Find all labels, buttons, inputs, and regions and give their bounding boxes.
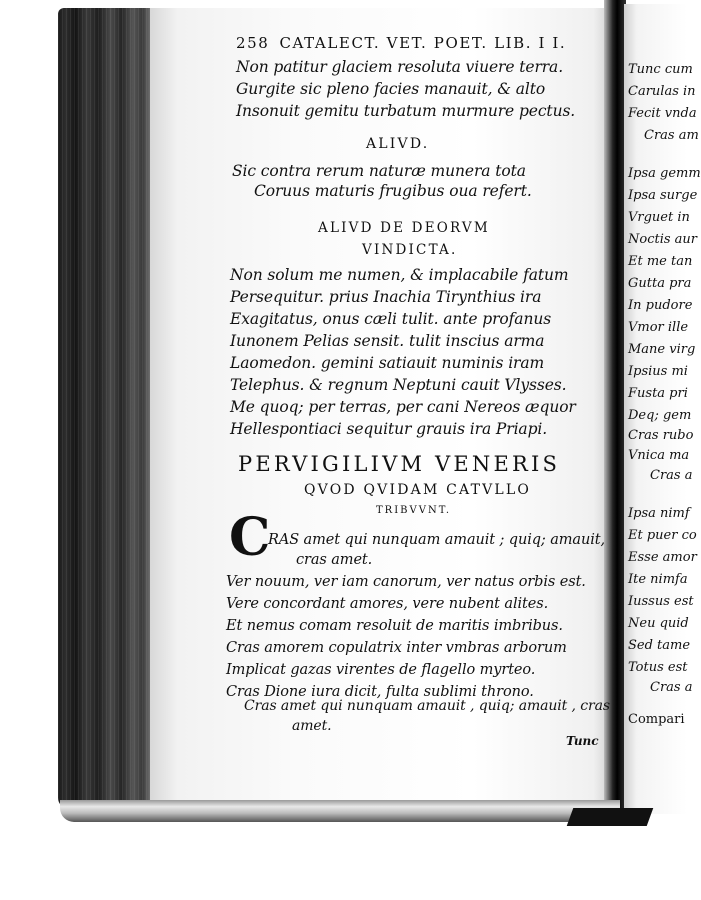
right-page-line: Compari (628, 712, 685, 727)
ribbon-marker (567, 808, 654, 826)
verse-line: Iunonem Pelias sensit. tulit inscius arma (230, 332, 545, 350)
right-page-line: Cras am (644, 128, 699, 143)
verse-line: Vere concordant amores, vere nubent alites. (226, 596, 549, 612)
poem-title: PERVIGILIVM VENERIS (238, 452, 561, 476)
right-page-line: Sed tame (628, 638, 691, 653)
verse-line: Me quoq; per terras, per cani Nereos æquor (230, 398, 576, 416)
verse-line: Laomedon. gemini satiauit numinis iram (230, 354, 545, 372)
right-page-line: Totus est (628, 660, 688, 675)
verse-line: Telephus. & regnum Neptuni cauit Vlysses. (230, 376, 567, 394)
right-page-line: Cras rubo (628, 428, 694, 443)
right-page-line: Ite nimfa (628, 572, 688, 587)
right-page-line: Ipsa nimf (628, 506, 690, 521)
right-page-line: Vmor ille (628, 320, 689, 335)
verse-line: Insonuit gemitu turbatum murmure pectus. (236, 102, 576, 120)
page-number: 258 (236, 34, 270, 52)
right-page-line: Vnica ma (628, 448, 690, 463)
verse-line: Ver nouum, ver iam canorum, ver natus orbis est. (226, 574, 586, 590)
right-page-line: Iussus est (628, 594, 694, 609)
running-header (236, 34, 566, 52)
verse-line: Cras Dione iura dicit, fulta sublimi throno. (226, 684, 534, 700)
refrain-line: Cras amet qui nunquam amauit , quiq; amauit , cras (244, 698, 610, 714)
verse-line: Cras amorem copulatrix inter vmbras arborum (226, 640, 567, 656)
verse-line: Hellespontiaci sequitur grauis ira Priapi. (230, 420, 548, 438)
poem-subtitle-2: TRIBVVNT. (376, 505, 452, 516)
catchword: Tunc (566, 734, 599, 748)
right-page-line: Et puer co (628, 528, 697, 543)
right-page-line: Gutta pra (628, 276, 692, 291)
verse-line: Et nemus comam resoluit de maritis imbribus. (226, 618, 563, 634)
right-page-line: Cras a (650, 468, 693, 483)
right-page-line: Mane virg (628, 342, 696, 357)
poem-subtitle: QVOD QVIDAM CATVLLO (304, 482, 532, 498)
verse-line: cras amet. (296, 552, 373, 568)
verse-line: Sic contra rerum naturæ munera tota (232, 162, 526, 180)
verse-line: Non patitur glaciem resoluta viuere terra. (236, 58, 564, 76)
drop-cap: C (229, 507, 271, 568)
verse-line: Coruus maturis frugibus oua refert. (254, 182, 532, 200)
right-page-line: Noctis aur (628, 232, 698, 247)
right-page-line: Ipsius mi (628, 364, 688, 379)
right-page-line: Tunc cum (628, 62, 693, 77)
section-heading: ALIVD. (366, 136, 430, 152)
section-heading: VINDICTA. (362, 242, 458, 258)
right-page-line: Ipsa gemm (628, 166, 701, 181)
verse-line: Exagitatus, onus cæli tulit. ante profanus (230, 310, 552, 328)
right-page-line: Deq; gem (628, 408, 692, 423)
right-page-line: Ipsa surge (628, 188, 698, 203)
right-page-line: Fecit vnda (628, 106, 697, 121)
verse-line: Non solum me numen, & implacabile fatum (230, 266, 569, 284)
right-page-line: Et me tan (628, 254, 693, 269)
verse-line: Gurgite sic pleno facies manauit, & alto (236, 80, 546, 98)
bottom-page-edge (60, 800, 620, 822)
right-page-line: Esse amor (628, 550, 697, 565)
verse-line: Implicat gazas virentes de flagello myrteo. (226, 662, 536, 678)
right-page-line: Cras a (650, 680, 693, 695)
page-stack-edges (58, 8, 154, 808)
running-head: CATALECT. VET. POET. LIB. I I. (279, 34, 567, 52)
right-page-line: In pudore (628, 298, 693, 313)
right-page-line: Fusta pri (628, 386, 688, 401)
refrain-line: amet. (292, 718, 332, 734)
right-page-line: Neu quid (628, 616, 689, 631)
right-page-line: Vrguet in (628, 210, 690, 225)
section-heading: ALIVD DE DEORVM (318, 220, 490, 236)
verse-line: RAS amet qui nunquam amauit ; quiq; amauit, (268, 532, 605, 548)
right-page-line: Carulas in (628, 84, 696, 99)
verse-line: Persequitur. prius Inachia Tirynthius ira (230, 288, 542, 306)
